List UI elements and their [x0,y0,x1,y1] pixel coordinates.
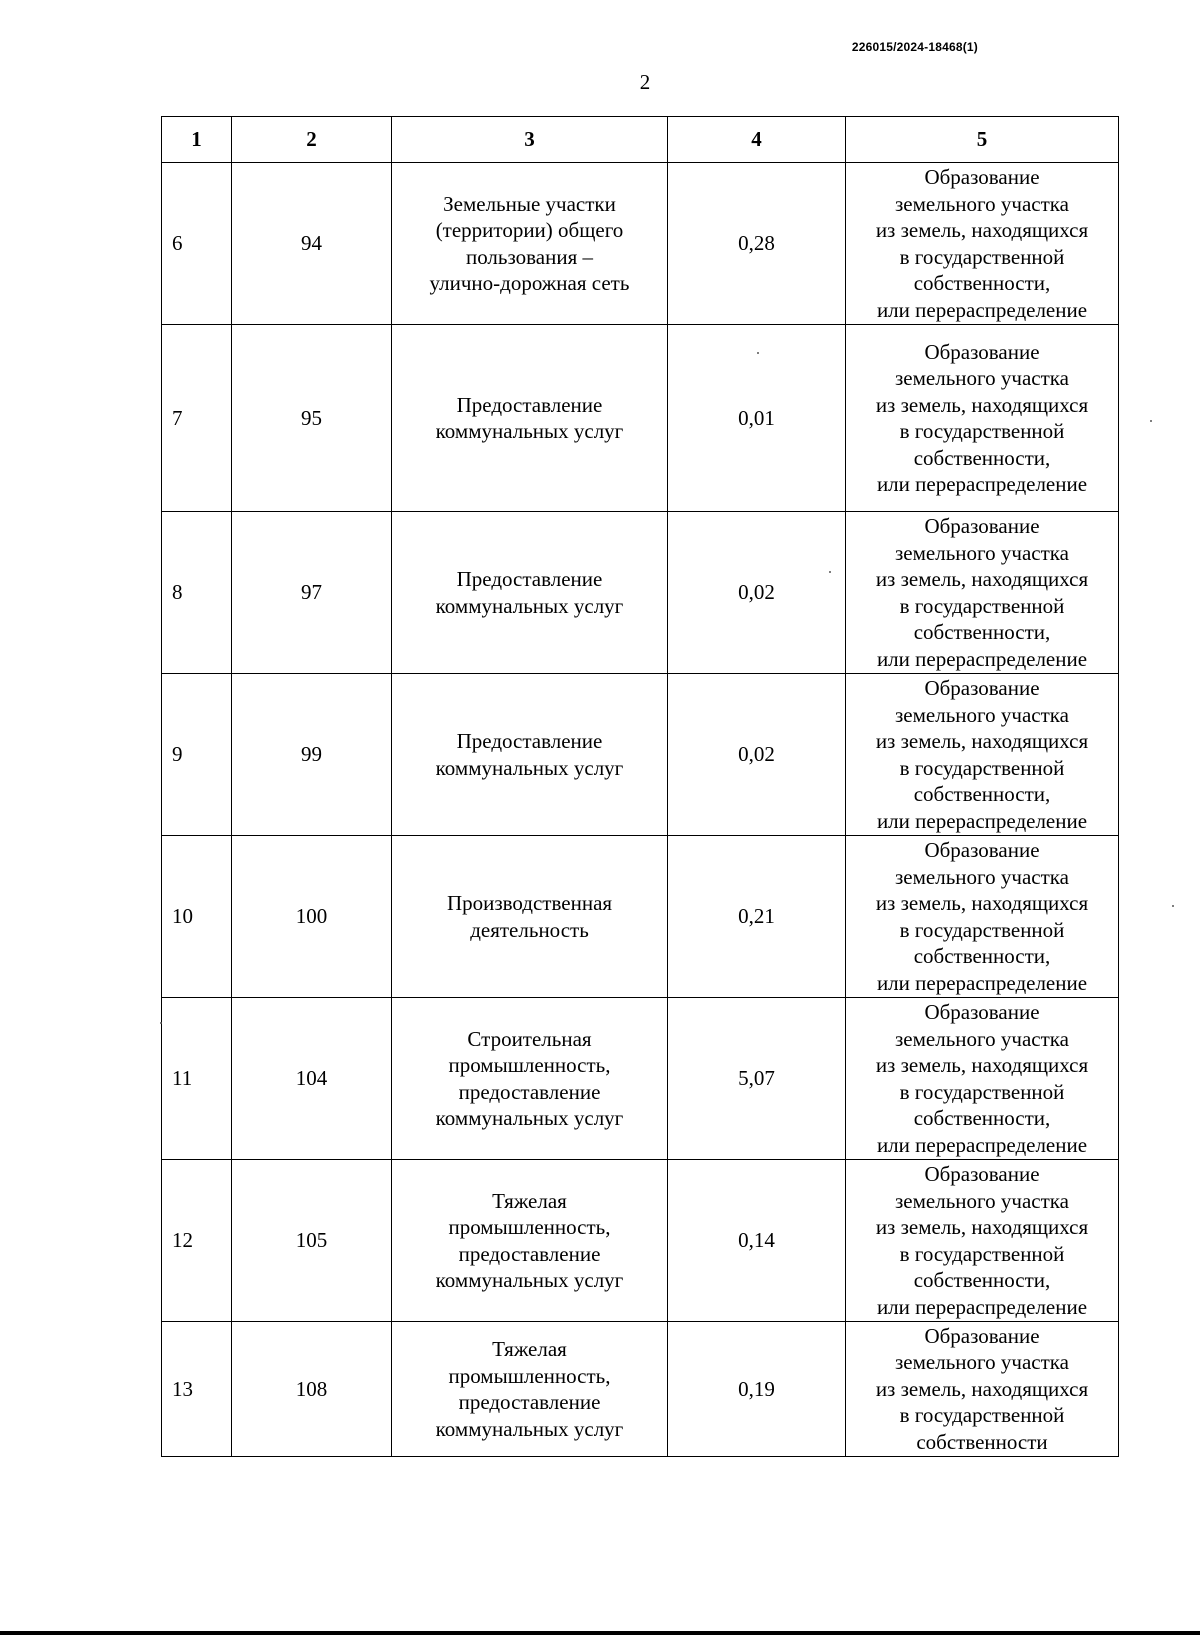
cell-text-line: собственности, [913,445,1051,470]
cell-text-line: Тяжелая [492,1188,567,1213]
cell-text-line: земельного участка [895,366,1069,390]
cell-text-line: Образование [924,165,1040,189]
cell-area: 0,21 [668,836,846,998]
cell-text-line: или перераспределение [876,1132,1088,1157]
cell-formation-method [846,163,1119,325]
cell-text-line: пользования – [465,244,594,269]
cell-formation-method [846,836,1119,998]
cell-text-line: из земель, находящихся [875,1053,1089,1077]
cell-text-line: (территории) общего [435,218,624,242]
cell-text-line: из земель, находящихся [875,1376,1089,1401]
cell-text-line: или перераспределение [876,1294,1088,1319]
cell-row-number: 11 [162,998,232,1160]
cell-text-line: деятельность [470,917,589,942]
cell-area: 0,02 [668,512,846,674]
cell-plot-number: 105 [232,1160,392,1322]
cell-formation-method [846,674,1119,836]
cell-text-line: в государственной [899,244,1065,269]
table-row [162,512,1119,674]
cell-text-line: промышленность, [448,1053,611,1077]
table-header [162,117,1119,163]
cell-text-line: собственности, [913,782,1051,806]
cell-formation-method [846,512,1119,674]
cell-text-line: коммунальных услуг [435,1416,624,1441]
cell-text-line: в государственной [899,917,1065,942]
cell-text-line: Предоставление [456,567,603,591]
cell-text-line: земельного участка [895,540,1069,565]
cell-text-line: собственности, [913,1268,1051,1292]
cell-plot-number: 97 [232,512,392,674]
cell-text-line: из земель, находящихся [875,392,1089,417]
cell-plot-number: 108 [232,1322,392,1457]
cell-text-line: Производственная [446,891,613,915]
cell-text-line: промышленность, [448,1215,611,1239]
table-row [162,998,1119,1160]
cell-plot-number: 100 [232,836,392,998]
page-number: 2 [639,70,651,94]
cell-text-line: или перераспределение [876,808,1088,833]
cell-text-line: или перераспределение [876,297,1088,322]
column-header-3: 3 [392,117,668,163]
cell-text-line: Образование [924,1000,1040,1024]
cell-row-number: 13 [162,1322,232,1457]
cell-text-line: коммунальных услуг [435,755,624,780]
column-header-2: 2 [232,117,392,163]
table-body [162,163,1119,1457]
cell-permitted-use [392,674,668,836]
cell-row-number: 6 [162,163,232,325]
cell-row-number: 8 [162,512,232,674]
header-row [162,117,1119,163]
cell-plot-number: 104 [232,998,392,1160]
cell-text-line: из земель, находящихся [875,1215,1089,1239]
cell-formation-method [846,1322,1119,1457]
cell-text-line: в государственной [899,1241,1065,1266]
cell-row-number: 10 [162,836,232,998]
cell-text-line: в государственной [899,593,1065,618]
cell-permitted-use [392,998,668,1160]
cell-text-line: в государственной [899,419,1065,443]
scan-edge-line [0,1631,1200,1635]
cell-area: 5,07 [668,998,846,1160]
column-header-5: 5 [846,117,1119,163]
cell-permitted-use [392,836,668,998]
cell-text-line: собственности, [913,271,1051,295]
table-row [162,1160,1119,1322]
cell-text-line: или перераспределение [876,646,1088,671]
land-plots-table [161,116,1119,1457]
cell-formation-method [846,998,1119,1160]
cell-permitted-use [392,163,668,325]
cell-permitted-use [392,1160,668,1322]
cell-plot-number: 95 [232,325,392,512]
cell-text-line: земельного участка [895,1026,1069,1051]
cell-row-number: 7 [162,325,232,512]
cell-text-line: промышленность, [448,1363,611,1388]
cell-text-line: предоставление [458,1390,601,1414]
scan-speck [829,571,831,573]
cell-text-line: собственности, [913,620,1051,644]
cell-text-line: предоставление [458,1079,601,1104]
cell-area: 0,28 [668,163,846,325]
cell-text-line: улично-дорожная сеть [429,271,630,295]
table-row [162,674,1119,836]
cell-text-line: земельного участка [895,702,1069,727]
table-row [162,836,1119,998]
cell-text-line: Предоставление [456,392,603,417]
cell-text-line: Образование [924,339,1040,364]
cell-area: 0,19 [668,1322,846,1457]
cell-text-line: или перераспределение [876,472,1088,496]
document-id: 226015/2024-18468(1) [851,40,978,54]
cell-text-line: собственности, [913,944,1051,968]
table-row [162,325,1119,512]
cell-area: 0,01 [668,325,846,512]
cell-permitted-use [392,512,668,674]
cell-text-line: в государственной [899,1403,1065,1428]
cell-text-line: земельного участка [895,864,1069,889]
cell-formation-method [846,1160,1119,1322]
cell-text-line: из земель, находящихся [875,567,1089,591]
cell-text-line: из земель, находящихся [875,218,1089,242]
cell-row-number: 9 [162,674,232,836]
cell-text-line: Образование [924,514,1040,538]
cell-text-line: предоставление [458,1241,601,1266]
scan-speck [1150,420,1152,422]
scan-speck [757,352,759,354]
cell-area: 0,14 [668,1160,846,1322]
table-row [162,163,1119,325]
scan-speck [160,1022,162,1024]
cell-text-line: Образование [924,676,1040,700]
cell-text-line: в государственной [899,1079,1065,1104]
table-row [162,1322,1119,1457]
cell-text-line: Тяжелая [492,1337,567,1361]
column-header-1: 1 [162,117,232,163]
cell-text-line: собственности, [913,1106,1051,1130]
cell-text-line: коммунальных услуг [435,593,624,618]
cell-text-line: коммунальных услуг [435,1106,624,1130]
cell-text-line: коммунальных услуг [435,419,624,443]
cell-text-line: из земель, находящихся [875,729,1089,753]
cell-text-line: коммунальных услуг [435,1268,624,1292]
cell-formation-method [846,325,1119,512]
cell-text-line: Образование [924,1162,1040,1186]
cell-text-line: Предоставление [456,729,603,753]
cell-text-line: в государственной [899,755,1065,780]
cell-text-line: Образование [924,838,1040,862]
cell-text-line: из земель, находящихся [875,891,1089,915]
cell-text-line: земельного участка [895,191,1069,216]
scan-speck [1172,905,1174,907]
cell-permitted-use [392,325,668,512]
cell-row-number: 12 [162,1160,232,1322]
cell-text-line: Земельные участки [443,191,616,216]
cell-text-line: или перераспределение [876,970,1088,995]
cell-plot-number: 94 [232,163,392,325]
cell-area: 0,02 [668,674,846,836]
cell-text-line: земельного участка [895,1188,1069,1213]
cell-text-line: собственности [916,1429,1048,1454]
cell-plot-number: 99 [232,674,392,836]
cell-permitted-use [392,1322,668,1457]
column-header-4: 4 [668,117,846,163]
cell-text-line: земельного участка [895,1350,1069,1375]
cell-text-line: Строительная [467,1026,592,1051]
cell-text-line: Образование [924,1323,1040,1348]
